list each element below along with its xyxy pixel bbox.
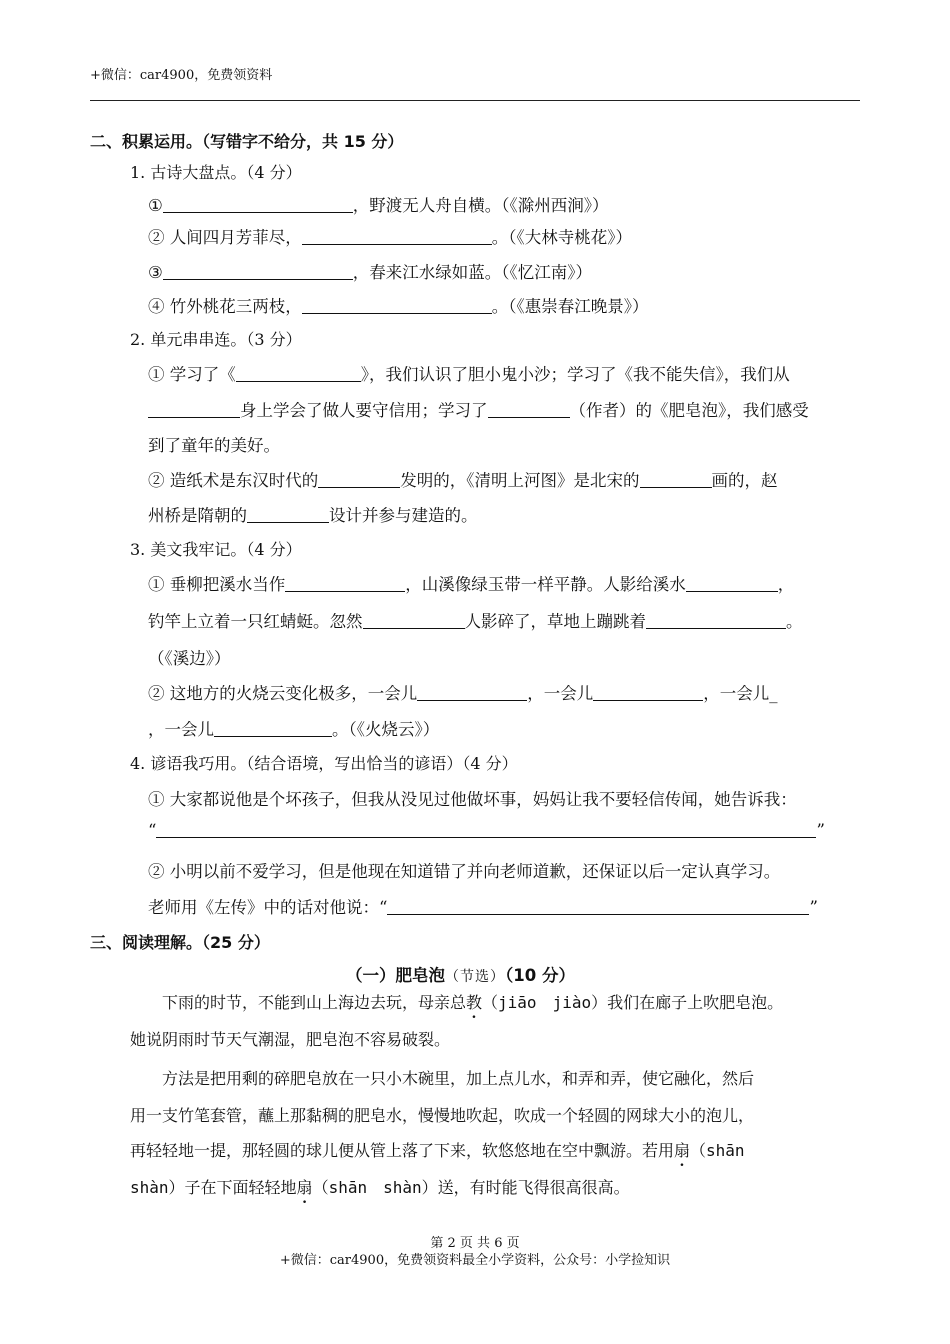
answer-blank[interactable] [247,507,329,523]
answer-blank[interactable] [302,298,492,314]
q1-title: 1. 古诗大盘点。（4 分） [130,163,302,182]
answer-blank[interactable] [488,402,570,418]
answer-blank[interactable] [640,472,712,488]
passage-p2-line-1: 方法是把用剩的碎肥皂放在一只小木碗里，加上点儿水，和弄和弄，使它融化，然后 [162,1069,755,1088]
answer-blank[interactable] [593,685,703,701]
answer-blank[interactable] [148,402,240,418]
q1-line-3: ③ ，春来江水绿如蓝。（《忆江南》） [148,263,593,282]
answer-blank[interactable] [686,576,778,592]
passage-p1-line-1: 下雨的时节，不能到山上海边去玩，母亲总教（jiāo jiào）我们在廊子上吹肥皂泡。 [162,993,784,1012]
q4-title: 4. 谚语我巧用。（结合语境，写出恰当的谚语）（4 分） [130,754,518,773]
passage-p2-line-3: 再轻轻地一提，那轻圆的球儿便从管上落了下来，软悠悠地在空中飘游。若用扇（shān [130,1141,745,1160]
q4-line-1: ① 大家都说他是个坏孩子，但我从没见过他做坏事，妈妈让我不要轻信传闻，她告诉我： [148,790,797,809]
q4-line-4: 老师用《左传》中的话对他说：“ ” [148,898,818,917]
passage-p1-line-2: 她说阴雨时节天气潮湿，肥皂泡不容易破裂。 [130,1030,451,1049]
answer-blank[interactable] [285,576,405,592]
passage-p2-line-2: 用一支竹笔套管，蘸上那黏稠的肥皂水，慢慢地吹起，吹成一个轻圆的网球大小的泡儿， [130,1106,755,1125]
answer-blank[interactable] [163,264,353,280]
q2-title: 2. 单元串串连。（3 分） [130,330,302,349]
q4-line-2: “ ” [148,821,825,840]
q1-line-1: ① ，野渡无人舟自横。（《滁州西涧》） [148,196,609,215]
header-note: +微信：car4900，免费领资料 [90,68,273,83]
answer-blank[interactable] [646,613,786,629]
section-2-title: 二、积累运用。（写错字不给分，共 15 分） [90,132,404,151]
answer-blank[interactable] [163,197,353,213]
header-rule [90,100,860,101]
q3-line-3: （《溪边》） [148,649,231,668]
answer-blank[interactable] [363,613,465,629]
section-3-title: 三、阅读理解。（25 分） [90,933,270,952]
q3-line-1: ① 垂柳把溪水当作 ，山溪像绿玉带一样平静。人影给溪水 ， [148,575,795,594]
answer-blank[interactable] [387,899,809,915]
q4-line-3: ② 小明以前不爱学习，但是他现在知道错了并向老师道歉，还保证以后一定认真学习。 [148,862,781,881]
page-number: 第 2 页 共 6 页 [430,1236,520,1251]
q2-line-1: ① 学习了《 》，我们认识了胆小鬼小沙；学习了《我不能失信》，我们从 [148,365,790,384]
footer-note: +微信：car4900，免费领资料最全小学资料，公众号：小学捡知识 [279,1253,671,1268]
q2-line-4: ② 造纸术是东汉时代的 发明的，《清明上河图》是北宋的 画的，赵 [148,471,778,490]
q2-line-2: 身上学会了做人要守信用；学习了 （作者）的《肥皂泡》，我们感受 [148,397,809,421]
q2-line-3: 到了童年的美好。 [148,436,280,455]
answer-blank[interactable] [318,472,400,488]
passage-p2-line-4: shàn）子在下面轻轻地扇（shān shàn）送，有时能飞得很高很高。 [130,1178,630,1197]
q3-line-2: 钓竿上立着一只红蜻蜓。忽然 人影碎了，草地上蹦跳着 。 [148,612,803,631]
q1-line-2: ② 人间四月芳菲尽， 。（《大林寺桃花》） [148,228,632,247]
q3-title: 3. 美文我牢记。（4 分） [130,540,302,559]
q3-line-5: ，一会儿 。（《火烧云》） [148,720,440,739]
answer-blank[interactable] [236,366,361,382]
answer-blank[interactable] [302,229,492,245]
q3-line-4: ② 这地方的火烧云变化极多，一会儿 ，一会儿 ，一会儿_ [148,684,778,703]
q1-line-4: ④ 竹外桃花三两枝， 。（《惠崇春江晚景》） [148,297,649,316]
answer-blank[interactable] [417,685,527,701]
passage-title: （一）肥皂泡（节选）（10 分） [346,966,575,985]
q2-line-5: 州桥是隋朝的 设计并参与建造的。 [148,506,478,525]
answer-blank[interactable] [156,822,816,838]
answer-blank[interactable] [214,721,332,737]
